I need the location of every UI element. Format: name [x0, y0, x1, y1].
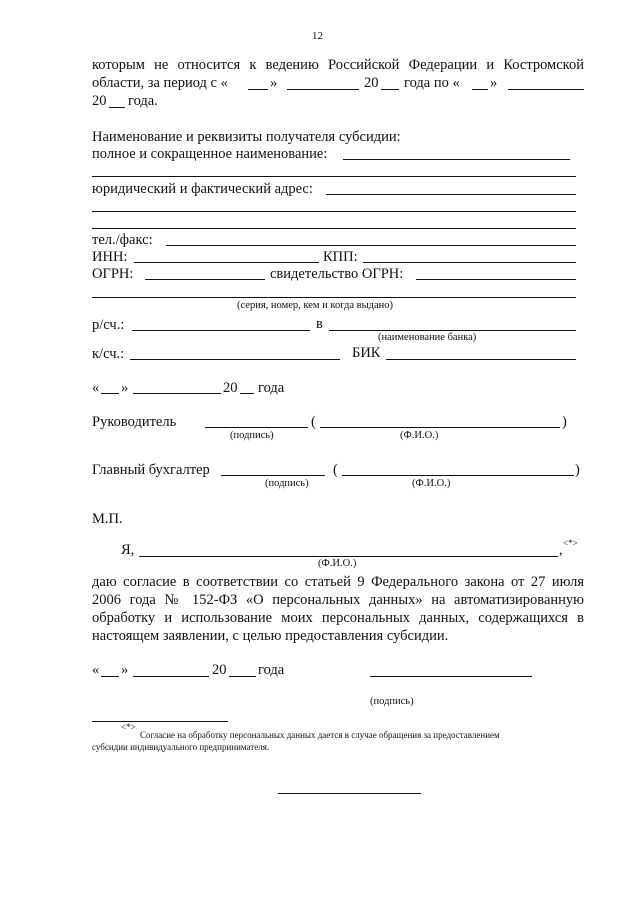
- date1-month-field[interactable]: [133, 393, 221, 394]
- date2-year-field[interactable]: [229, 676, 256, 677]
- period-start-month-field[interactable]: [287, 89, 359, 90]
- name-field[interactable]: [343, 159, 570, 160]
- date2-month-field[interactable]: [133, 676, 209, 677]
- cert-label: свидетельство ОГРН:: [270, 266, 404, 282]
- recipient-heading: Наименование и реквизиты получателя субсидии:: [92, 129, 401, 145]
- period-end-month-field[interactable]: [508, 89, 584, 90]
- date1-suffix: года: [258, 380, 285, 396]
- date1-year-prefix: 20: [223, 380, 238, 396]
- address-field-line-2[interactable]: [92, 211, 576, 212]
- ogrn-field[interactable]: [145, 279, 265, 280]
- bik-field[interactable]: [386, 359, 576, 360]
- inn-label: ИНН:: [92, 249, 128, 265]
- account-label: р/сч.:: [92, 317, 125, 333]
- accountant-label: Главный бухгалтер: [92, 462, 210, 478]
- date2-open-quote: «: [92, 662, 100, 678]
- bank-in-label: в: [316, 316, 323, 332]
- head-signature-hint: (подпись): [230, 430, 274, 441]
- consent-comma: ,: [559, 542, 563, 558]
- date1-year-field[interactable]: [240, 393, 254, 394]
- head-fio-hint: (Ф.И.О.): [400, 430, 439, 441]
- period-start-year-field[interactable]: [381, 89, 399, 90]
- intro-line-3-b: года.: [128, 93, 158, 109]
- intro-line-2-a: области, за период с «: [92, 75, 228, 91]
- head-label: Руководитель: [92, 414, 177, 430]
- period-start-day-field[interactable]: [248, 89, 268, 90]
- address-field[interactable]: [326, 194, 576, 195]
- accountant-signature-hint: (подпись): [265, 478, 309, 489]
- intro-line-2-c: 20: [364, 75, 379, 91]
- corr-account-label: к/сч.:: [92, 346, 125, 362]
- accountant-signature-field[interactable]: [221, 475, 325, 476]
- date2-day-field[interactable]: [101, 676, 119, 677]
- head-close-paren: ): [562, 414, 567, 430]
- date2-signature-hint: (подпись): [370, 696, 414, 707]
- consent-fio-field[interactable]: [139, 556, 558, 557]
- period-end-year-field[interactable]: [109, 107, 125, 108]
- bik-label: БИК: [352, 345, 381, 361]
- head-fio-field[interactable]: [320, 427, 560, 428]
- intro-line-2-e: »: [490, 75, 498, 91]
- consent-line-4: настоящем заявлении, с целью предоставления субсидии.: [92, 628, 449, 644]
- corr-account-field[interactable]: [130, 359, 340, 360]
- cert-hint: (серия, номер, кем и когда выдано): [237, 300, 393, 311]
- consent-ya: Я,: [121, 542, 135, 558]
- kpp-field[interactable]: [363, 262, 576, 263]
- cert-field[interactable]: [416, 279, 576, 280]
- date2-close-quote: »: [121, 662, 129, 678]
- bank-name-field[interactable]: [329, 330, 576, 331]
- phone-label: тел./факс:: [92, 232, 153, 248]
- intro-line-1: которым не относится к ведению Российской Федерации и Костромской: [92, 57, 584, 73]
- date1-open-quote: «: [92, 380, 100, 396]
- date2-year-prefix: 20: [212, 662, 227, 678]
- ogrn-label: ОГРН:: [92, 266, 134, 282]
- head-open-paren: (: [311, 414, 316, 430]
- intro-line-2-d: года по «: [404, 75, 460, 91]
- stamp-label: М.П.: [92, 511, 123, 527]
- accountant-open-paren: (: [333, 462, 338, 478]
- intro-line-3-a: 20: [92, 93, 107, 109]
- head-signature-field[interactable]: [205, 427, 308, 428]
- consent-footnote-marker: <*>: [563, 538, 578, 548]
- consent-line-1: даю согласие в соответствии со статьей 9 Федерального закона от 27 июля: [92, 574, 584, 590]
- consent-fio-hint: (Ф.И.О.): [318, 558, 357, 569]
- name-field-line-2[interactable]: [92, 176, 576, 177]
- date2-suffix: года: [258, 662, 285, 678]
- page-number: 12: [312, 30, 323, 42]
- closing-rule: [278, 793, 421, 794]
- footnote-separator: [92, 721, 228, 722]
- consent-line-2: 2006 года № 152-ФЗ «О персональных данных» на автоматизированную: [92, 592, 584, 608]
- intro-line-2-b: »: [270, 75, 278, 91]
- account-field[interactable]: [132, 330, 310, 331]
- accountant-fio-hint: (Ф.И.О.): [412, 478, 451, 489]
- footnote-line-1: Согласие на обработку персональных данных дается в случае обращения за предоставлением: [140, 730, 500, 740]
- date2-signature-field[interactable]: [370, 676, 532, 677]
- accountant-close-paren: ): [575, 462, 580, 478]
- date1-day-field[interactable]: [101, 393, 119, 394]
- address-field-line-3[interactable]: [92, 228, 576, 229]
- accountant-fio-field[interactable]: [342, 475, 574, 476]
- inn-field[interactable]: [134, 262, 319, 263]
- cert-field-line-2[interactable]: [92, 297, 576, 298]
- address-label: юридический и фактический адрес:: [92, 181, 313, 197]
- footnote-marker: <*>: [121, 722, 136, 732]
- name-label: полное и сокращенное наименование:: [92, 146, 328, 162]
- consent-line-3: обработку и использование моих персональных данных, содержащихся в: [92, 610, 584, 626]
- kpp-label: КПП:: [323, 249, 358, 265]
- bank-hint: (наименование банка): [378, 332, 477, 343]
- phone-field[interactable]: [166, 245, 576, 246]
- footnote-line-2: субсидии индивидуального предпринимателя.: [92, 742, 270, 752]
- period-end-day-field[interactable]: [472, 89, 488, 90]
- date1-close-quote: »: [121, 380, 129, 396]
